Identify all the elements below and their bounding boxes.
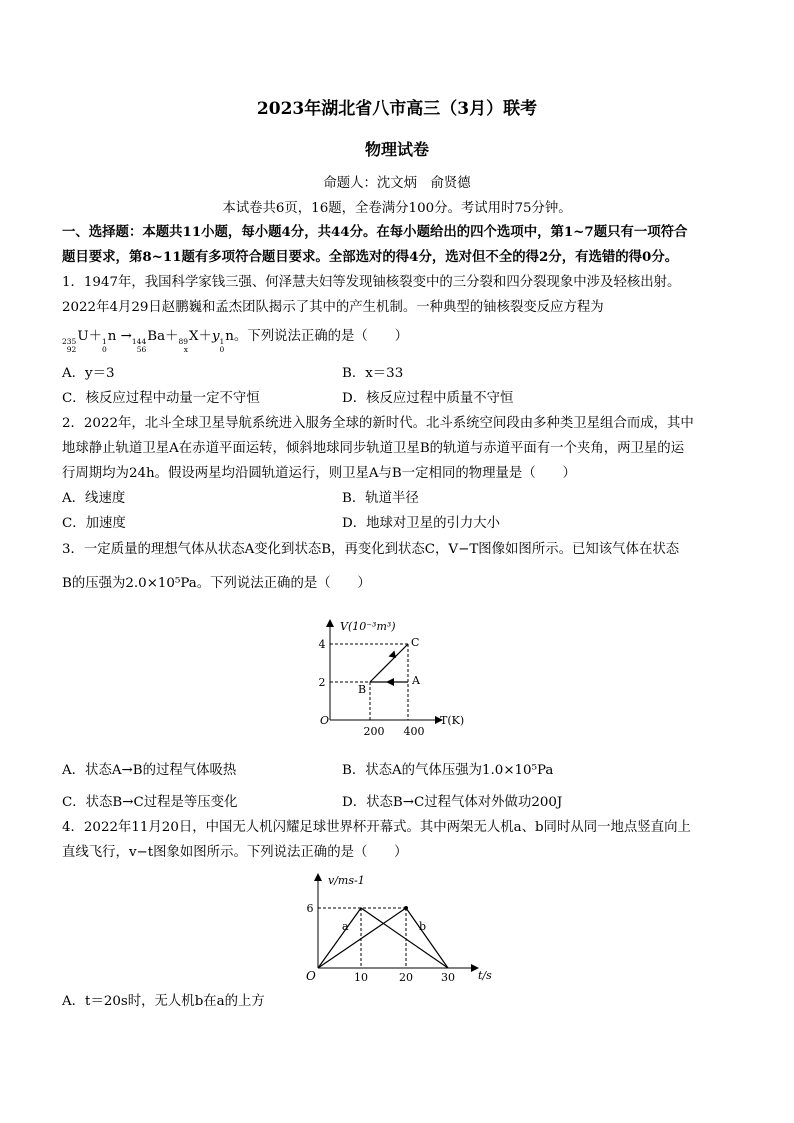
q1-stem-line-2: 2022年4月29日赵鹏巍和孟杰团队揭示了其中的产生机制。一种典型的铀核裂变反应方程为	[62, 300, 604, 315]
q4-line-a	[318, 908, 448, 968]
exam-authors: 命题人：沈文炳 俞贤德	[323, 176, 471, 191]
exam-info: 本试卷共6页，16题，全卷满分100分。考试用时75分钟。	[222, 201, 572, 216]
q1-option-d: D．核反应过程中质量不守恒	[342, 391, 514, 406]
section-instructions-line-1: 一、选择题：本题共11小题，每小题4分，共44分。在每小题给出的四个选项中，第1~7题只有一项符合	[62, 224, 688, 240]
q3-x-tick-200: 200	[363, 725, 385, 738]
q1-equation: 235 92 U＋ 1 0 n → 144 56 Ba＋ 89 x X＋y 1 0 n。下列说法正确的是（ ）	[62, 329, 408, 354]
exam-title: 2023年湖北省八市高三（3月）联考	[256, 99, 538, 119]
q3-y-tick-2: 2	[318, 676, 326, 689]
q3-arrow-a-to-b	[386, 678, 394, 686]
q3-option-b: B．状态A的气体压强为1.0×10⁵Pa	[342, 763, 554, 778]
q1-option-b: B．x＝33	[342, 366, 404, 381]
q3-y-tick-4: 4	[318, 638, 326, 651]
q4-x-tick-20: 20	[399, 971, 413, 984]
q3-option-a: A．状态A→B的过程气体吸热	[62, 763, 237, 778]
q4-option-a: A．t＝20s时，无人机b在a的上方	[62, 994, 265, 1009]
q4-x-tick-30: 30	[441, 971, 455, 984]
q3-arrow-b-to-c	[390, 652, 395, 657]
q2-stem-line-1: 2．2022年，北斗全球卫星导航系统进入服务全球的新时代。北斗系统空间段由多种类卫星组合而成，其中	[62, 416, 694, 431]
q4-vt-graph	[298, 870, 508, 988]
q4-t-axis-label: t/s	[478, 969, 492, 982]
q4-x-tick-10: 10	[354, 971, 368, 984]
q4-stem-line-1: 4．2022年11月20日，中国无人机闪耀足球世界杯开幕式。其中两架无人机a、b同时从同一地点竖直向上	[62, 820, 691, 835]
q3-point-b: B	[358, 683, 367, 696]
q3-point-a: A	[412, 674, 420, 687]
q4-v-axis-label: v/ms-1	[328, 874, 365, 887]
q4-origin-label: O	[306, 969, 316, 983]
q2-option-b: B．轨道半径	[342, 491, 419, 506]
q1-stem-line-1: 1．1947年，我国科学家钱三强、何泽慧夫妇等发现铀核裂变中的三分裂和四分裂现象中涉及轻核出射。	[62, 275, 681, 290]
q4-label-a: a	[342, 920, 349, 933]
q4-line-b	[318, 908, 448, 968]
q3-v-axis-label: V(10⁻³m³)	[340, 620, 396, 633]
q3-option-d: D．状态B→C过程气体对外做功200J	[342, 795, 563, 810]
q2-option-c: C．加速度	[62, 516, 126, 531]
q3-vt-graph	[310, 612, 480, 742]
q4-y-tick-6: 6	[306, 902, 314, 915]
q2-stem-line-3: 行周期均为24h。假设两星均沿圆轨道运行，则卫星A与B一定相同的物理量是（ ）	[62, 466, 576, 481]
q1-option-c: C．核反应过程中动量一定不守恒	[62, 391, 260, 406]
q3-t-axis-label: T(K)	[440, 714, 465, 727]
q4-label-b: b	[419, 920, 427, 933]
q3-point-c: C	[411, 636, 420, 649]
q3-x-tick-400: 400	[403, 725, 425, 738]
q2-stem-line-2: 地球静止轨道卫星A在赤道平面运转，倾斜地球同步轨道卫星B的轨道与赤道平面有一个夹角，两卫星的运	[62, 441, 685, 456]
q1-option-a: A．y＝3	[62, 366, 115, 381]
q4-peak-b	[404, 906, 408, 910]
q1-equation-suffix: 。下列说法正确的是（ ）	[233, 329, 408, 344]
exam-subject: 物理试卷	[364, 140, 429, 159]
q3-option-c: C．状态B→C过程是等压变化	[62, 795, 238, 810]
q3-process-b-to-c	[370, 644, 408, 682]
q3-stem-line-1: 3．一定质量的理想气体从状态A变化到状态B，再变化到状态C，V−T图像如图所示。已知该气体在状态	[62, 542, 680, 557]
section-instructions-line-2: 题目要求，第8~11题有多项符合题目要求。全部选对的得4分，选对但不全的得2分，有选错的得0分。	[62, 249, 679, 265]
q3-stem-line-2: B的压强为2.0×10⁵Pa。下列说法正确的是（ ）	[62, 576, 371, 591]
q4-stem-line-2: 直线飞行，v−t图象如图所示。下列说法正确的是（ ）	[62, 845, 408, 860]
q2-option-a: A．线速度	[62, 491, 126, 506]
q3-origin-label: O	[320, 714, 330, 727]
q2-option-d: D．地球对卫星的引力大小	[342, 516, 501, 531]
